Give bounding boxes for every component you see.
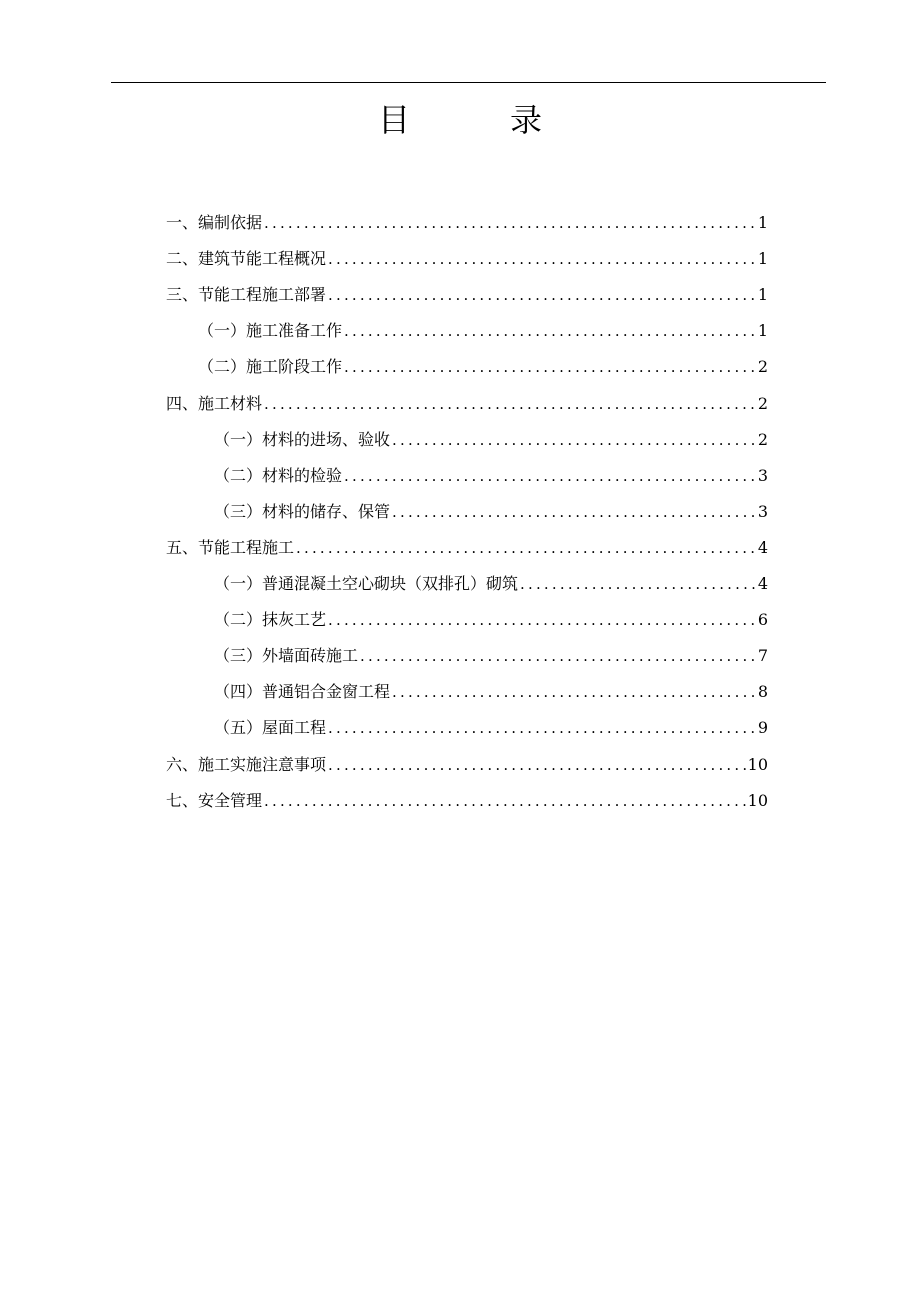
toc-entry[interactable] [166, 283, 768, 307]
toc-dot-leader [264, 211, 756, 235]
toc-title-char-1: 目 [377, 101, 410, 139]
toc-entry-label: （四）普通铝合金窗工程 [214, 682, 391, 701]
toc-entry[interactable] [166, 247, 768, 271]
toc-dot-leader [296, 536, 756, 560]
toc-entry-label: （一）普通混凝土空心砌块（双排孔）砌筑 [214, 574, 519, 593]
toc-entry-page-number: 1 [757, 285, 768, 304]
toc-entry-page-number: 4 [757, 538, 768, 557]
toc-dot-leader [520, 572, 756, 596]
toc-dot-leader [328, 753, 746, 777]
toc-entry-page-number: 10 [747, 791, 768, 810]
toc-entry[interactable] [214, 716, 768, 740]
toc-entry-label: （三）材料的储存、保管 [214, 502, 391, 521]
toc-entry[interactable] [198, 319, 768, 343]
toc-dot-leader [392, 500, 756, 524]
toc-dot-leader [392, 680, 756, 704]
toc-entry-label: （三）外墙面砖施工 [214, 646, 359, 665]
toc-dot-leader [328, 716, 756, 740]
toc-entry-page-number: 3 [757, 502, 768, 521]
toc-entry[interactable] [166, 392, 768, 416]
toc-entry-page-number: 6 [757, 610, 768, 629]
toc-entry-label: （二）施工阶段工作 [198, 357, 343, 376]
toc-entry[interactable] [214, 500, 768, 524]
toc-entry[interactable] [166, 211, 768, 235]
toc-entry-page-number: 8 [757, 682, 768, 701]
toc-dot-leader [328, 608, 756, 632]
toc-entry-label: 六、施工实施注意事项 [166, 755, 327, 774]
toc-entry[interactable] [198, 355, 768, 379]
toc-entry-page-number: 1 [757, 321, 768, 340]
toc-entry-page-number: 4 [757, 574, 768, 593]
toc-entry-label: 七、安全管理 [166, 791, 263, 810]
toc-entry-page-number: 7 [757, 646, 768, 665]
toc-entry[interactable] [166, 536, 768, 560]
toc-entry[interactable] [214, 644, 768, 668]
toc-entry-label: 五、节能工程施工 [166, 538, 295, 557]
toc-entry[interactable] [214, 464, 768, 488]
toc-title-char-2: 录 [510, 101, 543, 139]
toc-entry-label: （二）材料的检验 [214, 466, 343, 485]
toc-entry-label: （一）施工准备工作 [198, 321, 343, 340]
toc-entry[interactable] [214, 572, 768, 596]
toc-entry-label: 三、节能工程施工部署 [166, 285, 327, 304]
toc-entry-label: （一）材料的进场、验收 [214, 430, 391, 449]
toc-entry[interactable] [166, 789, 768, 813]
toc-entry[interactable] [214, 608, 768, 632]
toc-dot-leader [344, 355, 756, 379]
toc-entry-page-number: 1 [757, 249, 768, 268]
toc-entry-label: 二、建筑节能工程概况 [166, 249, 327, 268]
toc-entry[interactable] [214, 428, 768, 452]
toc-dot-leader [328, 283, 756, 307]
toc-dot-leader [264, 789, 746, 813]
toc-entry-page-number: 2 [757, 394, 768, 413]
toc-dot-leader [344, 464, 756, 488]
toc-entry-label: （五）屋面工程 [214, 718, 327, 737]
toc-entry-label: 一、编制依据 [166, 213, 263, 232]
toc-entry-page-number: 3 [757, 466, 768, 485]
toc-dot-leader [264, 392, 756, 416]
toc-entry-page-number: 2 [757, 430, 768, 449]
toc-dot-leader [392, 428, 756, 452]
toc-entry-page-number: 10 [747, 755, 768, 774]
toc-entry-label: 四、施工材料 [166, 394, 263, 413]
toc-dot-leader [360, 644, 756, 668]
toc-entry-page-number: 2 [757, 357, 768, 376]
toc-entry-page-number: 1 [757, 213, 768, 232]
toc-entry[interactable] [166, 753, 768, 777]
toc-entry-label: （二）抹灰工艺 [214, 610, 327, 629]
toc-entry-page-number: 9 [757, 718, 768, 737]
toc-dot-leader [344, 319, 756, 343]
toc-entry[interactable] [214, 680, 768, 704]
toc-dot-leader [328, 247, 756, 271]
